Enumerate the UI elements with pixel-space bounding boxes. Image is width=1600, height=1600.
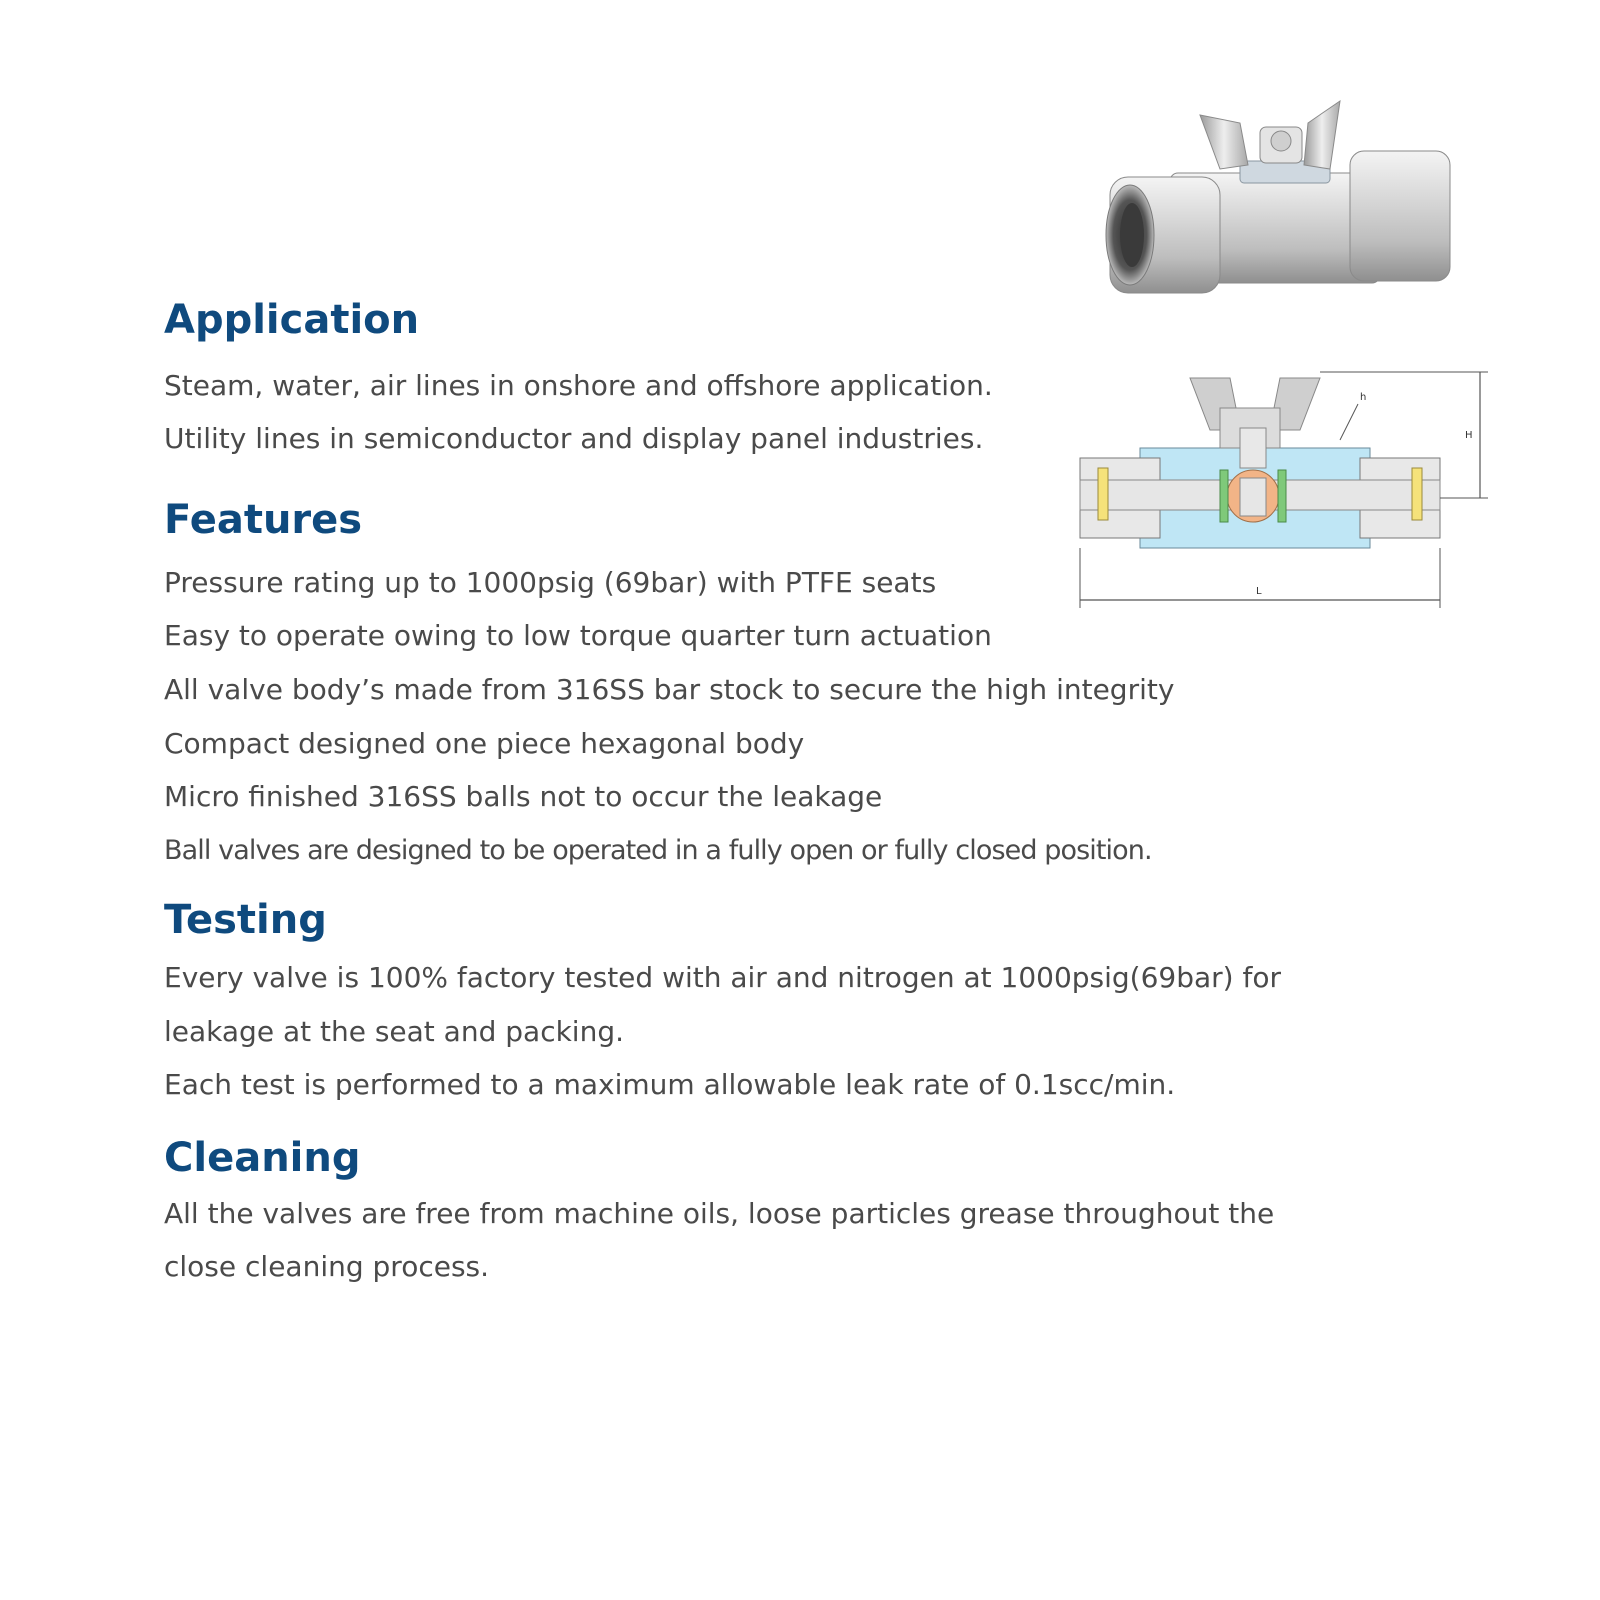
ball-valve-photo (1090, 95, 1470, 315)
application-heading: Application (164, 297, 420, 343)
feature-line: All valve body’s made from 316SS bar stock to secure the high integrity (164, 673, 1175, 706)
feature-line: Ball valves are designed to be operated in a fully open or fully closed position. (164, 835, 1152, 866)
application-line: Steam, water, air lines in onshore and offshore application. (164, 369, 993, 402)
feature-line: Pressure rating up to 1000psig (69bar) with PTFE seats (164, 566, 937, 599)
dimension-label-H: H (1465, 430, 1473, 441)
testing-line: Every valve is 100% factory tested with air and nitrogen at 1000psig(69bar) for (164, 961, 1282, 994)
feature-line: Compact designed one piece hexagonal body (164, 727, 805, 760)
valve-cross-section-drawing (1070, 368, 1510, 618)
feature-line: Micro finished 316SS balls not to occur the leakage (164, 780, 883, 813)
cleaning-line: All the valves are free from machine oils, loose particles grease throughout the (164, 1197, 1275, 1230)
cleaning-line: close cleaning process. (164, 1250, 490, 1283)
dimension-label-h: h (1360, 392, 1367, 403)
testing-line: Each test is performed to a maximum allowable leak rate of 0.1scc/min. (164, 1068, 1176, 1101)
testing-line: leakage at the seat and packing. (164, 1015, 625, 1048)
feature-line: Easy to operate owing to low torque quarter turn actuation (164, 619, 992, 652)
application-line: Utility lines in semiconductor and display panel industries. (164, 422, 984, 455)
testing-heading: Testing (164, 897, 327, 943)
dimension-label-L: L (1256, 586, 1262, 597)
features-heading: Features (164, 497, 363, 543)
cleaning-heading: Cleaning (164, 1135, 361, 1181)
